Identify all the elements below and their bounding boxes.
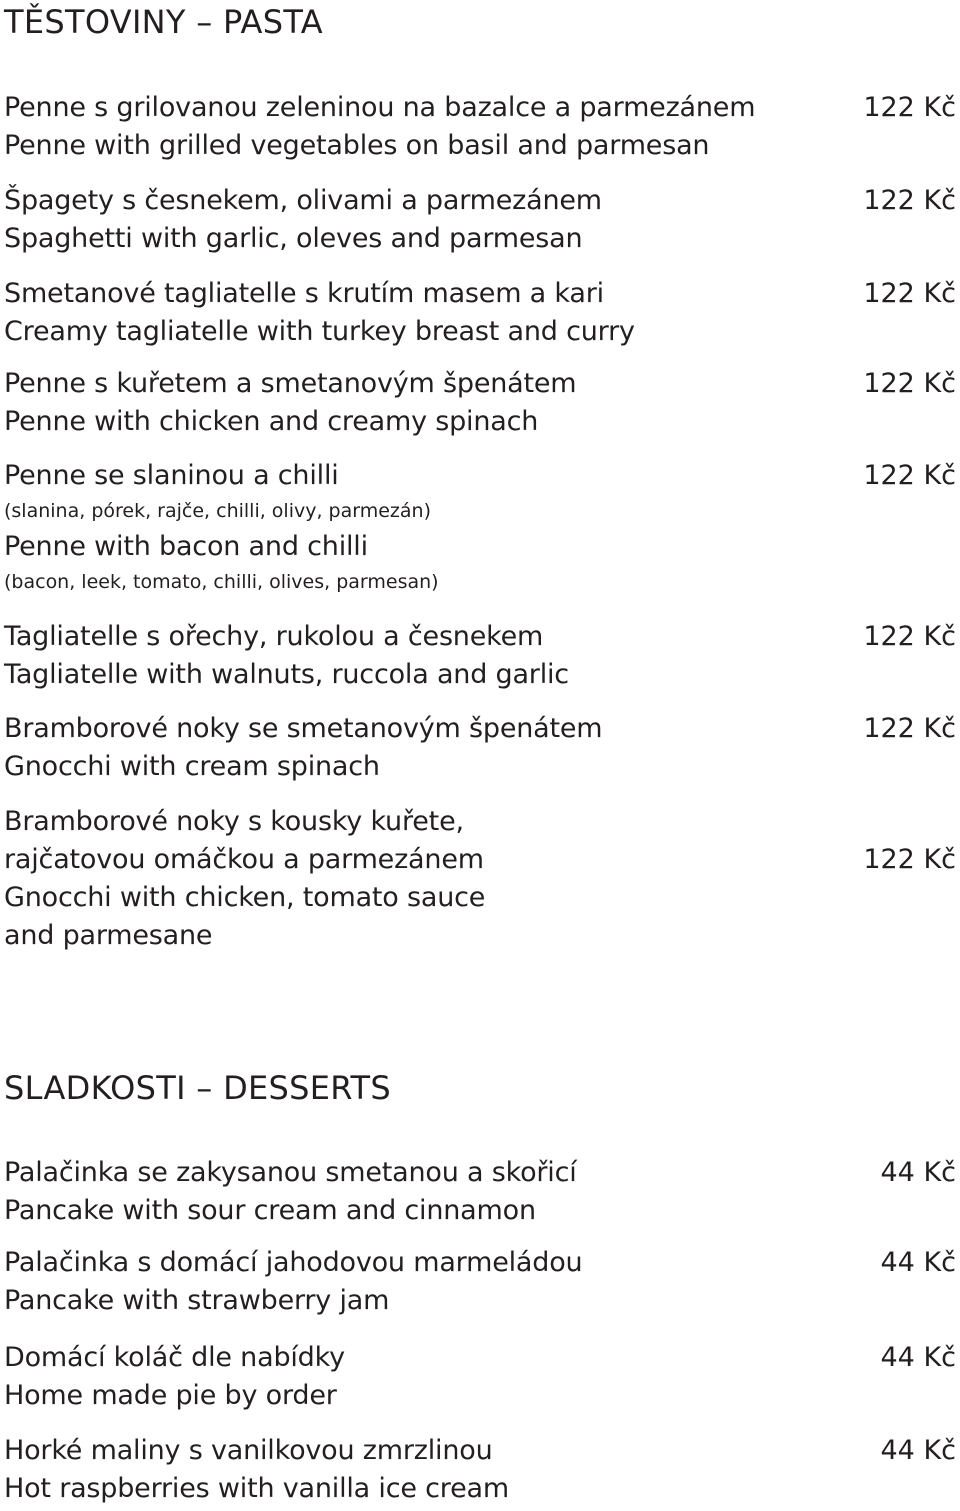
item-price: 122 Kč — [863, 713, 956, 744]
item-price: 122 Kč — [863, 621, 956, 652]
item-name-cz: Smetanové tagliatelle s krutím masem a kari — [4, 278, 604, 309]
item-name-cz: Bramborové noky se smetanovým špenátem — [4, 713, 603, 744]
menu-item-gnocchi-chicken — [4, 803, 956, 955]
item-name-en: Pancake with strawberry jam — [4, 1285, 390, 1316]
item-name-en: Gnocchi with chicken, tomato sauce — [4, 882, 486, 913]
item-price: 122 Kč — [863, 460, 956, 491]
item-name-en: Tagliatelle with walnuts, ruccola and garlic — [4, 659, 569, 690]
item-name-cz-cont: rajčatovou omáčkou a parmezánem — [4, 844, 484, 875]
item-name-en: Spaghetti with garlic, oleves and parmesan — [4, 223, 583, 254]
item-name-cz: Tagliatelle s ořechy, rukolou a česnekem — [4, 621, 544, 652]
desserts-section-title: SLADKOSTI – DESSERTS — [4, 1069, 391, 1107]
item-price: 44 Kč — [880, 1157, 956, 1188]
item-name-cz: Penne se slaninou a chilli — [4, 460, 339, 491]
item-ingredients-cz: (slanina, pórek, rajče, chilli, olivy, parmezán) — [4, 500, 431, 522]
item-name-en: Penne with grilled vegetables on basil and parmesan — [4, 130, 710, 161]
menu-item-penne-vegetables — [4, 89, 956, 165]
item-name-en: Home made pie by order — [4, 1380, 337, 1411]
item-name-cz: Penne s grilovanou zeleninou na bazalce a parmezánem — [4, 92, 756, 123]
item-name-cz: Domácí koláč dle nabídky — [4, 1342, 345, 1373]
item-name-cz: Horké maliny s vanilkovou zmrzlinou — [4, 1435, 493, 1466]
item-ingredients-en: (bacon, leek, tomato, chilli, olives, parmesan) — [4, 571, 439, 593]
menu-item-hot-raspberries — [4, 1432, 956, 1508]
item-name-cz: Bramborové noky s kousky kuřete, — [4, 806, 464, 837]
menu-item-gnocchi-spinach — [4, 710, 956, 786]
item-name-en: Penne with bacon and chilli — [4, 531, 368, 562]
item-price: 44 Kč — [880, 1435, 956, 1466]
item-price: 44 Kč — [880, 1247, 956, 1278]
item-name-cz: Palačinka s domácí jahodovou marmeládou — [4, 1247, 583, 1278]
item-name-en-cont: and parmesane — [4, 920, 213, 951]
item-name-en: Penne with chicken and creamy spinach — [4, 406, 539, 437]
item-price: 122 Kč — [863, 278, 956, 309]
menu-item-tagliatelle-walnuts — [4, 618, 956, 694]
item-name-en: Hot raspberries with vanilla ice cream — [4, 1473, 509, 1504]
item-name-cz: Palačinka se zakysanou smetanou a skořicí — [4, 1157, 577, 1188]
item-price: 122 Kč — [863, 368, 956, 399]
menu-item-creamy-tagliatelle — [4, 275, 956, 351]
menu-item-pancake-sour-cream — [4, 1154, 956, 1230]
menu-item-penne-chicken — [4, 365, 956, 441]
menu-item-spaghetti-garlic — [4, 182, 956, 258]
item-name-en: Creamy tagliatelle with turkey breast and curry — [4, 316, 635, 347]
item-price: 122 Kč — [863, 92, 956, 123]
menu-item-home-pie — [4, 1339, 956, 1415]
item-name-en: Pancake with sour cream and cinnamon — [4, 1195, 536, 1226]
item-name-cz: Špagety s česnekem, olivami a parmezánem — [4, 185, 602, 216]
item-price: 122 Kč — [863, 844, 956, 875]
item-price: 122 Kč — [863, 185, 956, 216]
item-name-en: Gnocchi with cream spinach — [4, 751, 380, 782]
pasta-section-title: TĚSTOVINY – PASTA — [4, 3, 323, 41]
item-name-cz: Penne s kuřetem a smetanovým špenátem — [4, 368, 577, 399]
item-price: 44 Kč — [880, 1342, 956, 1373]
menu-item-pancake-jam — [4, 1244, 956, 1320]
menu-item-penne-bacon — [4, 457, 956, 599]
